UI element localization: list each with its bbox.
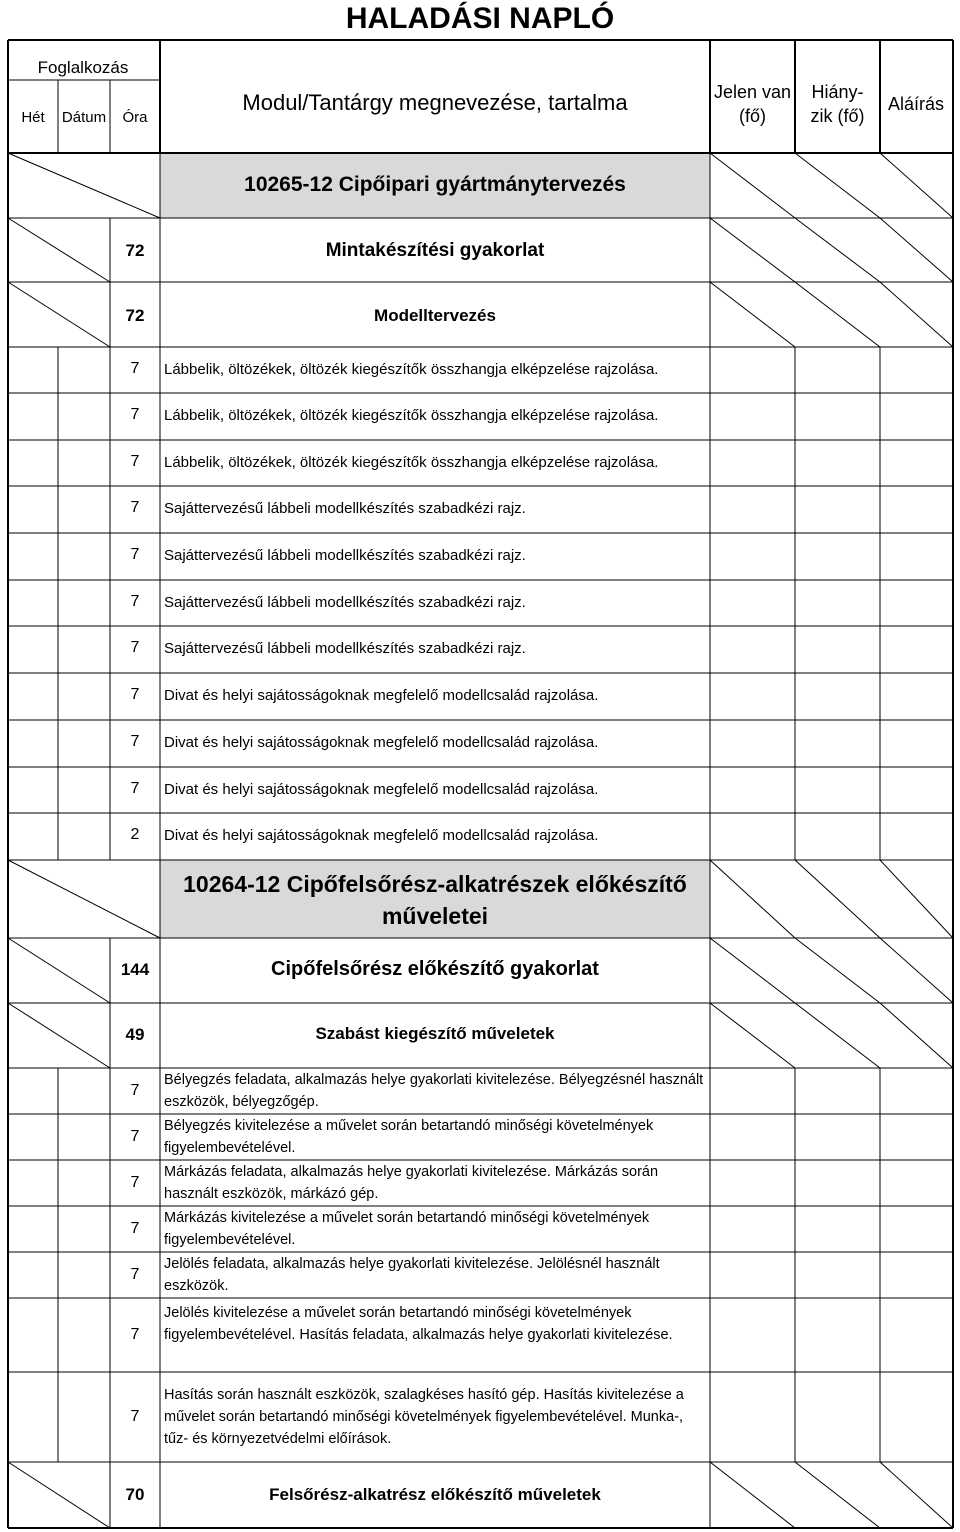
module-title-1: 10265-12 Cipőipari gyártmánytervezés bbox=[244, 173, 626, 196]
header-ora: Óra bbox=[122, 109, 148, 126]
row-text: Sajáttervezésű lábbeli modellkészítés szabadkézi rajz. bbox=[164, 547, 526, 564]
row-text: Jelölés feladata, alkalmazás helye gyakorlati kivitelezése. Jelölésnél használt eszközök. bbox=[164, 1256, 660, 1294]
row-text: Lábbelik, öltözékek, öltözék kiegészítők összhangja elképzelése rajzolása. bbox=[164, 454, 659, 471]
topic-title-3: Felsőrész-alkatrész előkészítő műveletek bbox=[269, 1485, 601, 1504]
header-het: Hét bbox=[21, 109, 45, 126]
row-text: Divat és helyi sajátosságoknak megfelelő modellcsalád rajzolása. bbox=[164, 734, 599, 751]
row-hours: 7 bbox=[130, 1220, 140, 1237]
subject-title-2: Cipőfelsőrész előkészítő gyakorlat bbox=[271, 958, 599, 980]
row-hours: 7 bbox=[130, 1266, 140, 1283]
strike-diagonal bbox=[795, 282, 880, 347]
row-hours: 7 bbox=[130, 1174, 140, 1191]
header-foglalkozas: Foglalkozás bbox=[37, 58, 129, 77]
strike-diagonal bbox=[8, 153, 160, 218]
row-hours: 7 bbox=[130, 546, 140, 563]
row-text: Sajáttervezésű lábbeli modellkészítés szabadkézi rajz. bbox=[164, 640, 526, 657]
strike-diagonal bbox=[795, 218, 880, 282]
row-text: Márkázás kivitelezése a művelet során betartandó minőségi követelmények figyelembevételével. bbox=[164, 1210, 650, 1248]
row-hours: 7 bbox=[130, 1082, 140, 1099]
strike-diagonal bbox=[8, 1003, 110, 1068]
strike-diagonal bbox=[880, 282, 953, 347]
topic-hours-1: 72 bbox=[125, 306, 145, 325]
subject-title-1: Mintakészítési gyakorlat bbox=[325, 240, 545, 261]
strike-diagonal bbox=[795, 860, 880, 938]
topic-hours-3: 70 bbox=[125, 1485, 145, 1504]
header-jelen-line1: Jelen van bbox=[713, 82, 792, 102]
row-text: Divat és helyi sajátosságoknak megfelelő modellcsalád rajzolása. bbox=[164, 687, 599, 704]
strike-diagonal bbox=[8, 218, 110, 282]
strike-diagonal bbox=[880, 218, 953, 282]
subject-hours-1: 72 bbox=[125, 241, 145, 260]
module-title-2-line1: 10264-12 Cipőfelsőrész-alkatrészek előkészítő bbox=[183, 871, 687, 897]
row-text: Divat és helyi sajátosságoknak megfelelő modellcsalád rajzolása. bbox=[164, 781, 599, 798]
topic-hours-2: 49 bbox=[125, 1025, 145, 1044]
header-hiany-line1: Hiány- bbox=[811, 82, 864, 102]
row-text: Hasítás során használt eszközök, szalagkéses hasító gép. Hasítás kivitelezése a művelet során betartandó minőségi követelmények figyelembevételével. Munka-, tűz- és környezetvédelmi előírások. bbox=[164, 1387, 684, 1447]
row-text: Lábbelik, öltözékek, öltözék kiegészítők összhangja elképzelése rajzolása. bbox=[164, 361, 659, 378]
topic-title-2: Szabást kiegészítő műveletek bbox=[315, 1024, 555, 1043]
row-hours: 7 bbox=[130, 499, 140, 516]
strike-diagonal bbox=[880, 1462, 953, 1528]
strike-diagonal bbox=[710, 860, 795, 938]
row-text: Jelölés kivitelezése a művelet során betartandó minőségi követelmények figyelembevételével. Hasítás feladata, alkalmazás helye gyakorlati kivitelezése. bbox=[164, 1305, 673, 1343]
row-text: Bélyegzés feladata, alkalmazás helye gyakorlati kivitelezése. Bélyegzésnél használt eszközök, bélyegzőgép. bbox=[164, 1072, 704, 1110]
strike-diagonal bbox=[710, 1462, 795, 1528]
strike-diagonal bbox=[795, 153, 880, 218]
strike-diagonal bbox=[8, 938, 110, 1003]
strike-diagonal bbox=[795, 1003, 880, 1068]
row-text: Divat és helyi sajátosságoknak megfelelő modellcsalád rajzolása. bbox=[164, 827, 599, 844]
module-title-2 bbox=[160, 868, 710, 932]
row-hours: 7 bbox=[130, 1128, 140, 1145]
strike-diagonal bbox=[710, 218, 795, 282]
row-hours: 7 bbox=[130, 780, 140, 797]
strike-diagonal bbox=[8, 282, 110, 347]
row-hours: 7 bbox=[130, 1408, 140, 1425]
row-hours: 7 bbox=[130, 406, 140, 423]
row-hours: 2 bbox=[130, 826, 140, 843]
strike-diagonal bbox=[710, 153, 795, 218]
strike-diagonal bbox=[795, 1462, 880, 1528]
strike-diagonal bbox=[8, 860, 160, 938]
row-hours: 7 bbox=[130, 686, 140, 703]
strike-diagonal bbox=[880, 153, 953, 218]
strike-diagonal bbox=[710, 1003, 795, 1068]
strike-diagonal bbox=[880, 938, 953, 1003]
row-hours: 7 bbox=[130, 453, 140, 470]
strike-diagonal bbox=[710, 282, 795, 347]
topic-title-1: Modelltervezés bbox=[374, 306, 496, 325]
row-hours: 7 bbox=[130, 1326, 140, 1343]
row-hours: 7 bbox=[130, 360, 140, 377]
row-text: Sajáttervezésű lábbeli modellkészítés szabadkézi rajz. bbox=[164, 500, 526, 517]
subject-hours-2: 144 bbox=[120, 960, 150, 979]
header-hiany-line2: zik (fő) bbox=[810, 106, 865, 126]
header-datum: Dátum bbox=[61, 109, 107, 126]
row-text: Bélyegzés kivitelezése a művelet során betartandó minőségi követelmények figyelembevételével. bbox=[164, 1118, 654, 1156]
row-hours: 7 bbox=[130, 639, 140, 656]
header-jelen-line2: (fő) bbox=[739, 106, 766, 126]
strike-diagonal bbox=[710, 938, 795, 1003]
module-title-2-line2: műveletei bbox=[381, 903, 489, 929]
row-text: Lábbelik, öltözékek, öltözék kiegészítők összhangja elképzelése rajzolása. bbox=[164, 407, 659, 424]
header-alairas: Aláírás bbox=[887, 94, 945, 114]
strike-diagonal bbox=[8, 1462, 110, 1528]
header-modul: Modul/Tantárgy megnevezése, tartalma bbox=[242, 90, 628, 115]
row-text: Márkázás feladata, alkalmazás helye gyakorlati kivitelezése. Márkázás során használt eszközök, márkázó gép. bbox=[164, 1164, 659, 1202]
strike-diagonal bbox=[880, 1003, 953, 1068]
row-hours: 7 bbox=[130, 733, 140, 750]
strike-diagonal bbox=[795, 938, 880, 1003]
strike-diagonal bbox=[880, 860, 953, 938]
row-text: Sajáttervezésű lábbeli modellkészítés szabadkézi rajz. bbox=[164, 594, 526, 611]
row-hours: 7 bbox=[130, 593, 140, 610]
page-title: HALADÁSI NAPLÓ bbox=[345, 2, 615, 35]
